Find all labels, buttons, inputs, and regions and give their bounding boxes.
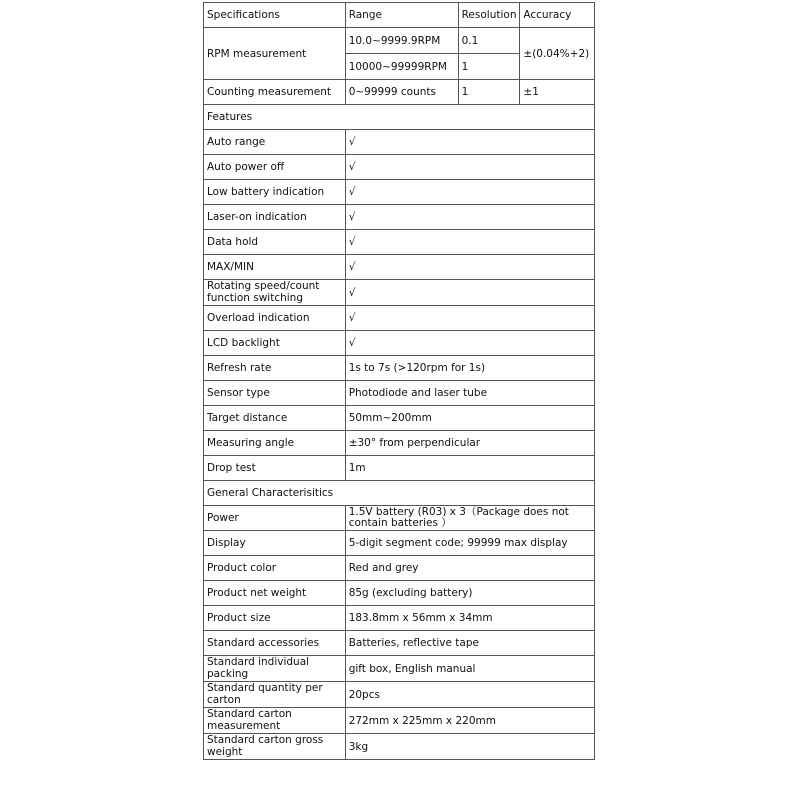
feature-item-value: √ [345, 155, 594, 180]
general-item-row [204, 506, 595, 531]
feature-item-label: LCD backlight [204, 331, 346, 356]
feature-item-label: Auto range [204, 130, 346, 155]
general-item-value: 272mm x 225mm x 220mm [345, 708, 594, 734]
feature-item-label: Overload indication [204, 306, 346, 331]
feature-item-value: √ [345, 255, 594, 280]
general-item-label: Product size [204, 606, 346, 631]
feature-item-value: √ [345, 130, 594, 155]
general-title: General Characterisitics [204, 481, 595, 506]
header-range: Range [345, 3, 458, 28]
general-item-row [204, 656, 595, 682]
counting-resolution: 1 [458, 80, 520, 105]
general-item-value: Batteries, reflective tape [345, 631, 594, 656]
header-resolution: Resolution [458, 3, 520, 28]
counting-row [204, 80, 595, 105]
general-item-row [204, 556, 595, 581]
feature-item-value: Photodiode and laser tube [345, 381, 594, 406]
rpm-resolution-2: 1 [458, 54, 520, 80]
rpm-accuracy: ±(0.04%+2) [520, 28, 595, 80]
rpm-row-1 [204, 28, 595, 54]
feature-item-label: Rotating speed/count function switching [204, 280, 346, 306]
feature-item-value: 1m [345, 456, 594, 481]
general-item-value: 183.8mm x 56mm x 34mm [345, 606, 594, 631]
general-item-value: 1.5V battery (R03) x 3（Package does not contain batteries ） [345, 506, 594, 531]
feature-item-row [204, 155, 595, 180]
general-item-label: Product net weight [204, 581, 346, 606]
feature-item-row [204, 431, 595, 456]
feature-item-value: √ [345, 331, 594, 356]
feature-item-value: √ [345, 205, 594, 230]
general-item-label: Standard quantity per carton [204, 682, 346, 708]
general-item-value: gift box, English manual [345, 656, 594, 682]
feature-item-row [204, 205, 595, 230]
table-body [204, 3, 595, 760]
feature-item-label: Sensor type [204, 381, 346, 406]
feature-item-row [204, 356, 595, 381]
counting-range: 0~99999 counts [345, 80, 458, 105]
general-item-value: 3kg [345, 734, 594, 760]
feature-item-value: √ [345, 180, 594, 205]
general-item-value: Red and grey [345, 556, 594, 581]
feature-item-label: Data hold [204, 230, 346, 255]
feature-item-row [204, 130, 595, 155]
general-item-label: Standard carton measurement [204, 708, 346, 734]
feature-item-label: Auto power off [204, 155, 346, 180]
feature-item-row [204, 331, 595, 356]
feature-item-label: Target distance [204, 406, 346, 431]
feature-item-value: √ [345, 230, 594, 255]
general-item-label: Product color [204, 556, 346, 581]
counting-label: Counting measurement [204, 80, 346, 105]
feature-item-row [204, 180, 595, 205]
features-section-row [204, 105, 595, 130]
feature-item-value: ±30° from perpendicular [345, 431, 594, 456]
feature-item-row [204, 306, 595, 331]
general-item-row [204, 734, 595, 760]
general-item-value: 85g (excluding battery) [345, 581, 594, 606]
header-accuracy: Accuracy [520, 3, 595, 28]
feature-item-label: Laser-on indication [204, 205, 346, 230]
feature-item-row [204, 406, 595, 431]
general-item-row [204, 531, 595, 556]
feature-item-row [204, 255, 595, 280]
feature-item-row [204, 381, 595, 406]
feature-item-row [204, 230, 595, 255]
specifications-table [203, 2, 595, 760]
general-item-label: Standard accessories [204, 631, 346, 656]
rpm-range-1: 10.0~9999.9RPM [345, 28, 458, 54]
general-item-label: Standard individual packing [204, 656, 346, 682]
counting-accuracy: ±1 [520, 80, 595, 105]
feature-item-label: Low battery indication [204, 180, 346, 205]
rpm-range-2: 10000~99999RPM [345, 54, 458, 80]
feature-item-value: √ [345, 280, 594, 306]
feature-item-label: MAX/MIN [204, 255, 346, 280]
general-item-row [204, 631, 595, 656]
general-item-row [204, 606, 595, 631]
general-item-row [204, 708, 595, 734]
general-item-row [204, 682, 595, 708]
feature-item-label: Measuring angle [204, 431, 346, 456]
general-item-label: Display [204, 531, 346, 556]
feature-item-label: Drop test [204, 456, 346, 481]
rpm-resolution-1: 0.1 [458, 28, 520, 54]
feature-item-label: Refresh rate [204, 356, 346, 381]
general-item-value: 20pcs [345, 682, 594, 708]
rpm-label: RPM measurement [204, 28, 346, 80]
feature-item-row [204, 456, 595, 481]
header-specifications: Specifications [204, 3, 346, 28]
feature-item-value: √ [345, 306, 594, 331]
feature-item-value: 50mm~200mm [345, 406, 594, 431]
header-row [204, 3, 595, 28]
general-item-row [204, 581, 595, 606]
general-item-label: Standard carton gross weight [204, 734, 346, 760]
general-item-label: Power [204, 506, 346, 531]
general-item-value: 5-digit segment code; 99999 max display [345, 531, 594, 556]
features-title: Features [204, 105, 595, 130]
general-section-row [204, 481, 595, 506]
feature-item-value: 1s to 7s (>120rpm for 1s) [345, 356, 594, 381]
feature-item-row [204, 280, 595, 306]
